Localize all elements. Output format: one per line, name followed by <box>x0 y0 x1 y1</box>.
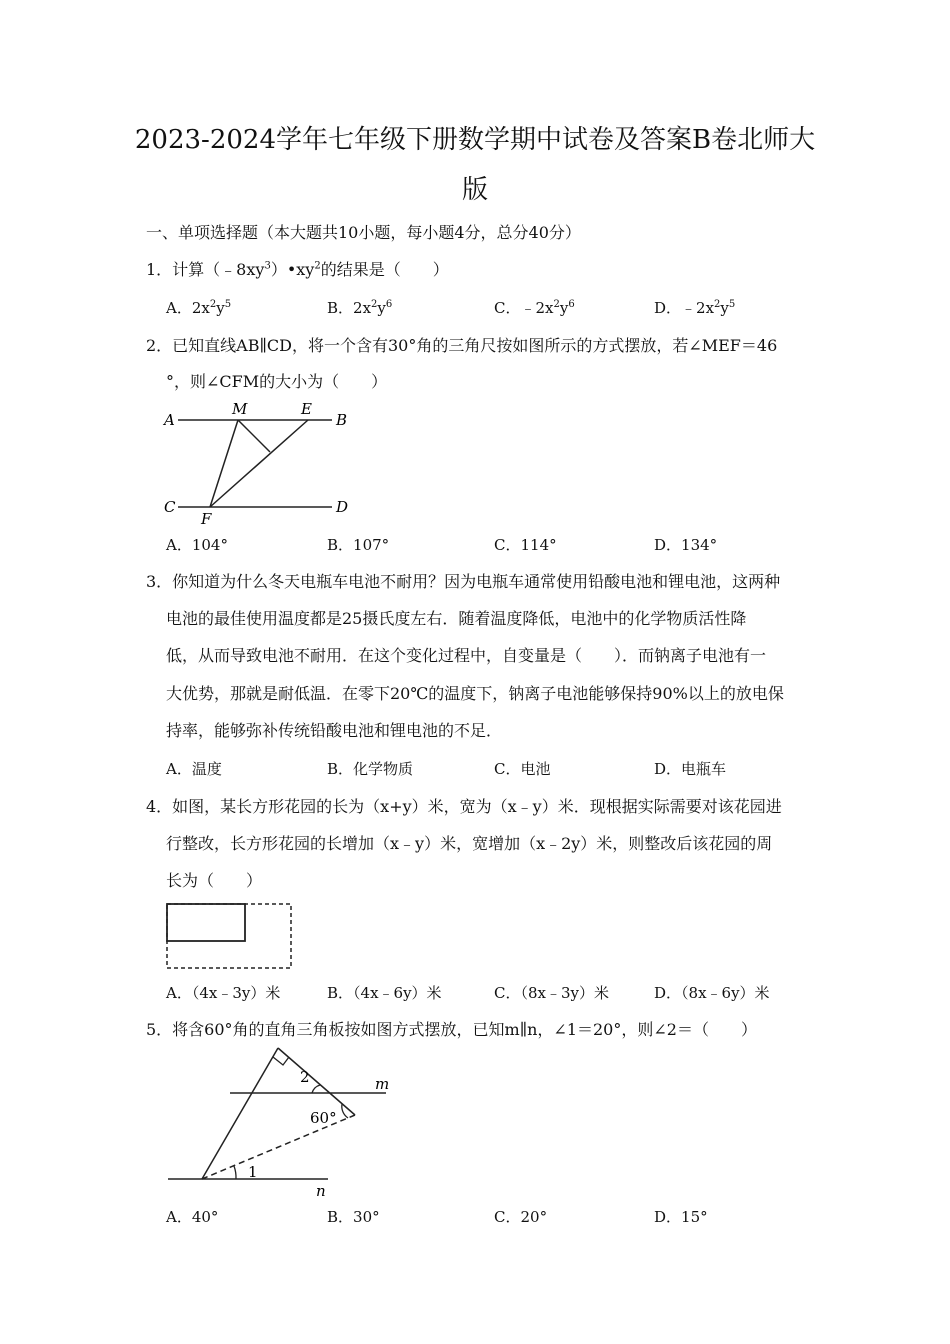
q4-stem-line1: 4．如图，某长方形花园的长为（x+y）米，宽为（x﹣y）米．现根据实际需要对该花园进 <box>146 797 782 816</box>
label-a: A <box>164 411 175 429</box>
document-title: 2023-2024学年七年级下册数学期中试卷及答案B卷北师大 <box>134 125 816 155</box>
q3-option-c: C．电池 <box>494 760 551 778</box>
q3-stem-line1: 3．你知道为什么冬天电瓶车电池不耐用？因为电瓶车通常使用铅酸电池和锂电池，这两种 <box>146 572 781 591</box>
q4-option-d: D．（8x﹣6y）米 <box>654 984 770 1002</box>
q5-option-a: A．40° <box>166 1208 219 1226</box>
q3-option-d: D．电瓶车 <box>654 760 727 778</box>
section-heading: 一、单项选择题（本大题共10小题，每小题4分，总分40分） <box>146 223 581 242</box>
angle-1-label: 1 <box>248 1163 258 1181</box>
q2-stem-line1: 2．已知直线AB∥CD，将一个含有30°角的三角尺按如图所示的方式摆放，若∠MEF＝46 <box>146 336 778 355</box>
q3-stem-line4: 大优势，那就是耐低温．在零下20℃的温度下，钠离子电池能够保持90%以上的放电保 <box>166 684 784 703</box>
q3-option-a: A．温度 <box>166 760 222 778</box>
label-m: M <box>232 400 248 418</box>
q1-option-c: C．$﹣2x^2y^6$ <box>494 299 575 317</box>
q3-stem-line5: 持率，能够弥补传统铅酸电池和锂电池的不足． <box>166 721 503 740</box>
q4-stem-line2: 行整改，长方形花园的长增加（x﹣y）米，宽增加（x﹣2y）米，则整改后该花园的周 <box>166 834 773 853</box>
label-d: D <box>336 498 349 516</box>
q4-option-c: C．（8x﹣3y）米 <box>494 984 609 1002</box>
q3-stem-line2: 电池的最佳使用温度都是25摄氏度左右．随着温度降低，电池中的化学物质活性降 <box>166 609 747 628</box>
angle-2-label: 2 <box>300 1068 310 1086</box>
q1-stem-mid: ）•xy <box>270 260 315 279</box>
q1-stem-suffix: 的结果是（ ） <box>320 260 449 279</box>
q1-option-d: D．$﹣2x^2y^5$ <box>654 299 736 317</box>
q1-option-a: A．$2x^2y^5$ <box>166 299 232 317</box>
line-m-label: m <box>375 1075 390 1093</box>
q5-option-c: C．20° <box>494 1208 548 1226</box>
q1-stem <box>146 259 449 281</box>
q5-stem: 5．将含60°角的直角三角板按如图方式摆放，已知m∥n，∠1＝20°，则∠2＝（ ） <box>146 1020 757 1039</box>
q1-stem-prefix: 1．计算（﹣8xy <box>146 260 265 279</box>
q4-option-b: B．（4x﹣6y）米 <box>327 984 442 1002</box>
label-b: B <box>336 411 348 429</box>
q4-option-a: A．（4x﹣3y）米 <box>166 984 281 1002</box>
q2-option-a: A．104° <box>166 536 228 554</box>
q1-exp2: 2 <box>314 260 321 272</box>
label-c: C <box>164 498 176 516</box>
angle-60-label: 60° <box>310 1109 337 1127</box>
q5-figure <box>160 1046 400 1202</box>
q4-figure <box>160 898 300 974</box>
q2-stem-line2: °，则∠CFM的大小为（ ） <box>166 372 388 391</box>
q2-option-d: D．134° <box>654 536 718 554</box>
q3-option-b: B．化学物质 <box>327 760 414 778</box>
q5-option-d: D．15° <box>654 1208 708 1226</box>
line-n-label: n <box>316 1182 326 1200</box>
label-f: F <box>201 510 212 528</box>
q3-stem-line3: 低，从而导致电池不耐用．在这个变化过程中，自变量是（ ）．而钠离子电池有一 <box>166 646 767 665</box>
q2-option-b: B．107° <box>327 536 390 554</box>
q1-option-b: B．$2x^2y^6$ <box>327 299 393 317</box>
q4-stem-line3: 长为（ ） <box>166 871 263 890</box>
q2-figure <box>160 398 360 528</box>
q5-option-b: B．30° <box>327 1208 380 1226</box>
q1-exp1: 3 <box>264 260 271 272</box>
label-e: E <box>301 400 312 418</box>
q2-option-c: C．114° <box>494 536 557 554</box>
document-title-continued: 版 <box>461 175 488 205</box>
